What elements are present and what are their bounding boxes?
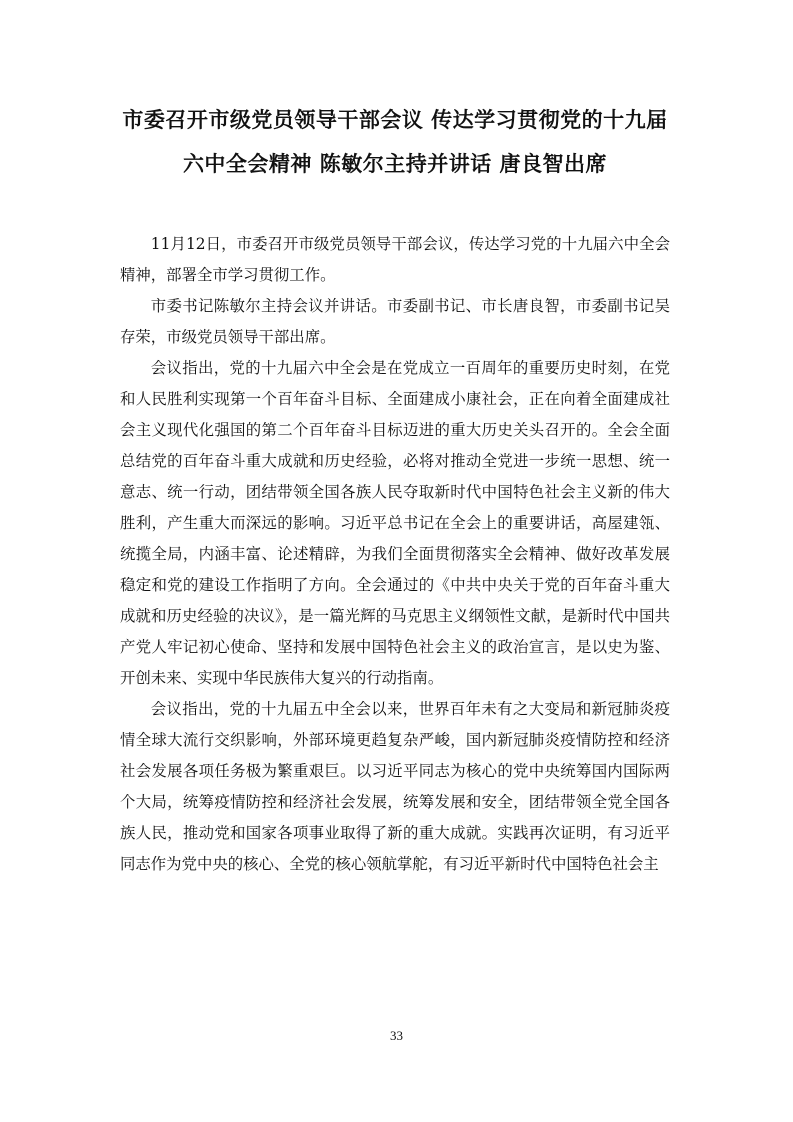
paragraph-4: 会议指出，党的十九届五中全会以来，世界百年未有之大变局和新冠肺炎疫情全球大流行交织影响，外部环境更趋复杂严峻，国内新冠肺炎疫情防控和经济社会发展各项任务极为繁重艰巨。以习近平同志为核心的党中央统筹国内国际两个大局，统筹疫情防控和经济社会发展，统筹发展和安全，团结带领全党全国各族人民，推动党和国家各项事业取得了新的重大成就。实践再次证明，有习近平同志作为党中央的核心、全党的核心领航掌舵，有习近平新时代中国特色社会主 — [120, 700, 670, 873]
paragraph-3: 会议指出，党的十九届六中全会是在党成立一百周年的重要历史时刻，在党和人民胜利实现第一个百年奋斗目标、全面建成小康社会，正在向着全面建成社会主义现代化强国的第二个百年奋斗目标迈进的重大历史关头召开的。全会全面总结党的百年奋斗重大成就和历史经验，必将对推动全党进一步统一思想、统一意志、统一行动，团结带领全国各族人民夺取新时代中国特色社会主义新的伟大胜利，产生重大而深远的影响。习近平总书记在全会上的重要讲话，高屋建瓴、统揽全局，内涵丰富、论述精辟，为我们全面贯彻落实全会精神、做好改革发展稳定和党的建设工作指明了方向。全会通过的《中共中央关于党的百年奋斗重大成就和历史经验的决议》，是一篇光辉的马克思主义纲领性文献，是新时代中国共产党人牢记初心使命、坚持和发展中国特色社会主义的政治宣言，是以史为鉴、开创未来、实现中华民族伟大复兴的行动指南。 — [120, 359, 670, 687]
article-title — [95, 98, 695, 186]
title-line-2: 六中全会精神 陈敏尔主持并讲话 唐良智出席 — [182, 152, 608, 176]
title-line-1: 市委召开市级党员领导干部会议 传达学习贯彻党的十九届 — [122, 108, 668, 132]
paragraph-1: 11月12日，市委召开市级党员领导干部会议，传达学习党的十九届六中全会精神，部署全市学习贯彻工作。 — [120, 235, 670, 284]
page-number: 33 — [390, 1028, 403, 1043]
article-body — [120, 229, 670, 880]
paragraph-2: 市委书记陈敏尔主持会议并讲话。市委副书记、市长唐良智，市委副书记吴存荣，市级党员领导干部出席。 — [120, 297, 670, 346]
